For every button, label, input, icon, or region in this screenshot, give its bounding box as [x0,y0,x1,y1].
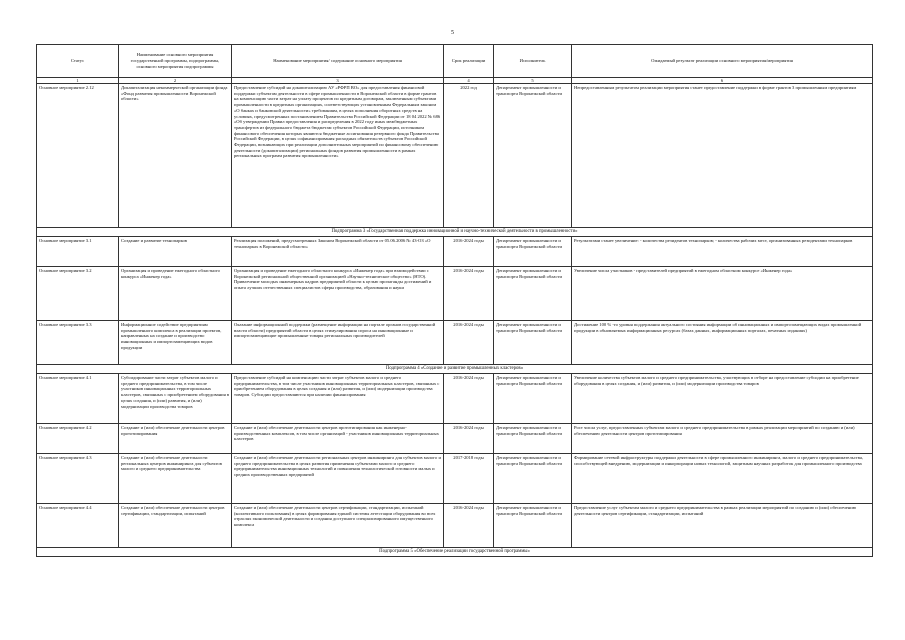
table-row [37,374,873,424]
table-row [37,454,873,504]
row-executor: Департамент промышленности и транспорта Воронежской области [494,84,572,228]
row-executor: Департамент промышленности и транспорта Воронежской области [494,454,572,504]
header-measure-content: Наименование мероприятия/ содержание основного мероприятия [232,45,444,78]
column-number: 6 [572,78,873,84]
header-expected-result: Ожидаемый результат реализации основного мероприятия/мероприятия [572,45,873,78]
row-expected-result: Формирование сетевой инфраструктуры поддержки деятельности в сфере промышленного инжиниринга, малого и среднего предпринимательства, способствующей внедрению, модернизации и инкорпорации новых технологий, защитным научных разработок для промышленного производства [572,454,873,504]
row-measure-name: Создание и (или) обеспечение деятельности региональных центров инжиниринга для субъектов малого и среднего предпринимательства [119,454,232,504]
subprogram-heading [37,365,873,374]
subprogram-heading [37,228,873,237]
row-measure-name: Субсидирование части затрат субъектов малого и среднего предпринимательства, в том числе участников инновационных территориальных кластеров, связанных с приобретением оборудования в целях создания, и (или) развития, и (или) модернизации производства товаров [119,374,232,424]
row-status: Основное мероприятие 3.3 [37,321,119,365]
column-number: 1 [37,78,119,84]
row-measure-content: Организация и проведение ежегодного областного конкурса «Инженер года» при взаимодействии с Воронежской региональной общественной организацией «Научно-техническое общество» (НТО). Привлечение молодых инженерных кадров предприятий области к целью пропаганды достижений и опыта лучших отечественных специалистов сферы производства, образования и науки [232,267,444,321]
row-term: 2016-2024 годы [444,424,494,454]
row-status: Основное мероприятие 4.2 [37,424,119,454]
row-measure-content: Создание и (или) обеспечение деятельности центров прототипирования как инженерно-производственных комплексов, в том числе организаций - участников инновационных территориальных кластеров [232,424,444,454]
column-number: 4 [444,78,494,84]
row-measure-name: Создание и развитие технопарков [119,237,232,267]
row-measure-content: Предоставление субсидий на докапитализацию АУ «РФРП ВО» для предоставления финансовой поддержки субъектам деятельности в сфере промышленности в Воронежской области в форме грантов на компенсацию части затрат на уплату процентов по кредитным договорам, заключенным субъектами промышленности в кредитных организациях, соответствующих установленным Федеральным законом «О банках и банковской деятельности» требованиям, в целях пополнения оборотных средств на условиях, предусмотренных постановлением Правительства Российской Федерации от 18 04 2022 № 686 «Об утверждении Правил предоставления и распределения в 2022 году иных межбюджетных трансфертов из федерального бюджета бюджетам субъектов Российской Федерации, источником финансового обеспечения которых являются бюджетные ассигнования резервного фонда Правительства Российской Федерации, в целях софинансирования расходных обязательств субъектов Российской Федерации, возникающих при реализации дополнительных мероприятий по финансовому обеспечению деятельности (докапитализации) региональных фондов развития промышленности в рамках региональных программ развития промышленности» [232,84,444,228]
row-executor: Департамент промышленности и транспорта Воронежской области [494,267,572,321]
row-expected-result: Достижение 100 % -го уровня поддержания актуального состояния информации об инновационных и импортозамещающих видах промышленной продукции в обновляемых информационных ресурсах (базах данных, информационных порталах, печатных изданиях) [572,321,873,365]
subprogram-title: Подпрограмма 5 «Обеспечение реализации государственной программы» [37,548,873,557]
table-row [37,237,873,267]
row-measure-name: Организация и проведение ежегодного областного конкурса «Инженер года» [119,267,232,321]
subprogram-title: Подпрограмма 3 «Государственная поддержка инновационной и научно-технической деятельности в промышленности» [37,228,873,237]
header-status: Статус [37,45,119,78]
program-measures-table [36,44,873,557]
row-expected-result: Увеличение числа участников - представителей предприятий в ежегодном областном конкурсе «Инженер года» [572,267,873,321]
row-term: 2016-2024 годы [444,504,494,548]
row-term: 2016-2024 годы [444,374,494,424]
row-term: 2016-2024 годы [444,237,494,267]
row-measure-content: Создание и (или) обеспечение деятельности региональных центров инжиниринга для субъектов малого и среднего предпринимательства в целях развития применения субъектами малого и среднего предпринимательства инновационных технологий и повышения технологической готовности малых и средних производственных предприятий [232,454,444,504]
subprogram-title: Подпрограмма 4 «Создание и развитие промышленных кластеров» [37,365,873,374]
row-status: Основное мероприятие 2.12 [37,84,119,228]
row-executor: Департамент промышленности и транспорта Воронежской области [494,374,572,424]
table-row [37,267,873,321]
subprogram-heading [37,548,873,557]
row-term: 2016-2024 годы [444,321,494,365]
row-executor: Департамент промышленности и транспорта Воронежской области [494,504,572,548]
header-main-measure: Наименование основного мероприятия государственной программы, подпрограммы, основного мероприятия подпрограммы [119,45,232,78]
row-measure-name: Создание и (или) обеспечение деятельности центров сертификации, стандартизации, испытаний [119,504,232,548]
row-executor: Департамент промышленности и транспорта Воронежской области [494,237,572,267]
row-expected-result: Непредоставленным результатом реализации мероприятия станет предоставление поддержки в форме грантов 3 промышленным предприятиям [572,84,873,228]
table-row [37,424,873,454]
table-row [37,504,873,548]
row-status: Основное мероприятие 4.3 [37,454,119,504]
row-measure-name: Информационное содействие предприятиям промышленного комплекса в реализации проектов, направленных на создание и производство инновационных и импортозамещающих видов продукции [119,321,232,365]
row-measure-content: Создание и (или) обеспечение деятельности центров сертификации, стандартизации, испытаний (коллективного пользования) в целях формирования единой системы аттестации оборудования во всех отраслях экономической деятельности и создания доступного специализированного имущественного комплекса [232,504,444,548]
row-status: Основное мероприятие 4.4 [37,504,119,548]
row-status: Основное мероприятие 4.1 [37,374,119,424]
row-executor: Департамент промышленности и транспорта Воронежской области [494,321,572,365]
row-executor: Департамент промышленности и транспорта Воронежской области [494,424,572,454]
row-expected-result: Предоставление услуг субъектам малого и среднего предпринимательства в рамках реализации мероприятий по созданию и (или) обеспечению деятельности центров сертификации, стандартизации, испытаний [572,504,873,548]
column-number: 5 [494,78,572,84]
row-term: 2022 год [444,84,494,228]
row-measure-content: Предоставление субсидий на компенсацию части затрат субъектов малого и среднего предпринимательства, в том числе участников инновационных территориальных кластеров, связанных с приобретением оборудования в целях создания и (или) развития, и (или) модернизации производства товаров. Субсидии предоставляются при наличии финансирования [232,374,444,424]
row-measure-name: Докапитализация некоммерческой организации фонда «Фонд развития промышленности Воронежской области» [119,84,232,228]
row-term: 2017-2018 годы [444,454,494,504]
row-expected-result: Результатами станет увеличение: - количества резидентов технопарков; - количества рабочих мест, организованных резидентами технопарков [572,237,873,267]
row-measure-name: Создание и (или) обеспечение деятельности центров прототипирования [119,424,232,454]
row-expected-result: Рост числа услуг, предоставленных субъектам малого и среднего предпринимательства в рамках реализации мероприятий по созданию и (или) обеспечению деятельности центров прототипирования [572,424,873,454]
header-term: Срок реализации [444,45,494,78]
row-status: Основное мероприятие 3.1 [37,237,119,267]
table-header-row [37,45,873,78]
column-number: 2 [119,78,232,84]
table-row [37,321,873,365]
row-expected-result: Увеличение количества субъектов малого и среднего предпринимательства, участвующих в отборе на предоставление субсидии на приобретение оборудования в целях создания, и (или) развития, и (или) модернизации производства товаров [572,374,873,424]
row-measure-content: Оказание информационной поддержки (размещение информации на портале органов государственной власти области) предприятий области в целях стимулирования спроса на инновационные и импортозамещающие промышленные товары региональных производителей [232,321,444,365]
header-executor: Исполнитель [494,45,572,78]
table-row [37,84,873,228]
row-status: Основное мероприятие 3.2 [37,267,119,321]
column-number: 3 [232,78,444,84]
row-measure-content: Реализация положений, предусмотренных Законом Воронежской области от 05.06.2006 № 43-ОЗ «О технопарках в Воронежской области» [232,237,444,267]
row-term: 2016-2024 годы [444,267,494,321]
page-number: 5 [451,30,454,36]
